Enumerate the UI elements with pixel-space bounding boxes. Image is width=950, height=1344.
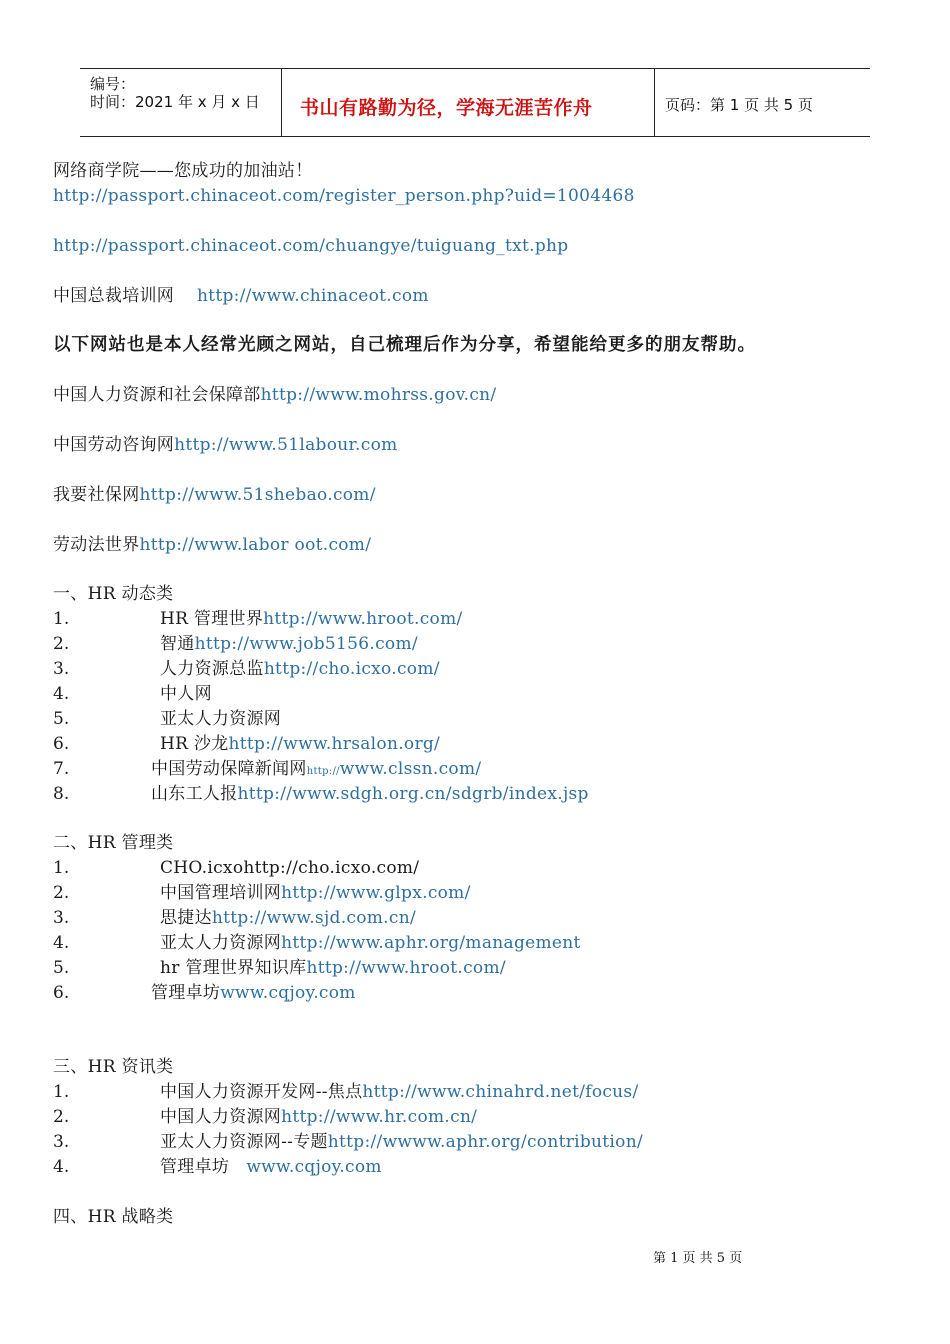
list-item (160, 957, 506, 979)
header-page-label: 页码：第 1 页 共 5 页 (665, 96, 813, 114)
site-link[interactable]: http://www.labor oot.com/ (139, 535, 372, 555)
item-link[interactable]: http://www.hroot.com/ (263, 609, 463, 629)
site-label: 中国劳动咨询网 (53, 435, 175, 455)
list-item (160, 733, 440, 755)
list-number: 6. (53, 983, 70, 1003)
bold-note: 以下网站也是本人经常光顾之网站，自己梳理后作为分享，希望能给更多的朋友帮助。 (53, 335, 756, 355)
item-link[interactable]: http://www.hrsalon.org/ (228, 734, 441, 754)
item-link[interactable]: http://www.chinahrd.net/focus/ (362, 1082, 639, 1102)
item-link[interactable]: http://www.job5156.com/ (194, 634, 418, 654)
item-link[interactable]: www.cqjoy.com (220, 983, 356, 1003)
site-link[interactable]: http://www.mohrss.gov.cn/ (260, 385, 497, 405)
list-item (160, 633, 418, 655)
document-time-label: 时间：2021 年 x 月 x 日 (90, 93, 260, 111)
register-link[interactable]: http://passport.chinaceot.com/register_person.php?uid=1004468 (53, 186, 635, 206)
header-left-cell (80, 69, 282, 136)
item-link[interactable]: http://www.sjd.com.cn/ (211, 908, 416, 928)
list-item (160, 857, 419, 879)
site-label: 中国人力资源和社会保障部 (53, 385, 261, 405)
site-link[interactable]: http://www.51labour.com (174, 435, 398, 455)
item-link-prefix[interactable]: http:// (306, 766, 340, 777)
promotion-link[interactable]: http://passport.chinaceot.com/chuangye/tuiguang_txt.php (53, 236, 569, 256)
item-label: hr 管理世界知识库 (160, 958, 307, 978)
list-item (160, 683, 212, 705)
list-item (160, 882, 471, 904)
list-number: 4. (53, 1157, 70, 1177)
item-link[interactable]: http://www.hr.com.cn/ (281, 1107, 478, 1127)
item-link[interactable]: http://wwww.aphr.org/contribution/ (327, 1132, 643, 1152)
list-number: 7. (53, 759, 70, 779)
item-label: 管理卓坊 (151, 983, 221, 1003)
item-link[interactable]: http://www.hroot.com/ (306, 958, 506, 978)
item-label: 亚太人力资源网 (160, 709, 282, 729)
list-number: 3. (53, 908, 70, 928)
header-center-cell (282, 69, 655, 136)
section-heading: 四、HR 战略类 (53, 1207, 174, 1227)
list-number: 6. (53, 734, 70, 754)
item-label: 亚太人力资源网 (160, 933, 282, 953)
item-label: 人力资源总监 (160, 659, 264, 679)
school-title: 网络商学院——您成功的加油站！ (53, 161, 313, 181)
item-label: 中国管理培训网 (160, 883, 282, 903)
item-link[interactable]: www.clssn.com/ (339, 759, 482, 779)
item-link[interactable]: www.cqjoy.com (246, 1157, 382, 1177)
section-heading: 三、HR 资讯类 (53, 1057, 174, 1077)
list-item (160, 932, 581, 954)
item-label: HR 管理世界 (160, 609, 264, 629)
item-link[interactable]: http://www.aphr.org/management (281, 933, 581, 953)
item-link[interactable]: http://www.glpx.com/ (281, 883, 471, 903)
page-footer: 第 1 页 共 5 页 (653, 1251, 743, 1266)
item-label: 思捷达 (160, 908, 212, 928)
list-number: 2. (53, 1107, 70, 1127)
list-number: 2. (53, 634, 70, 654)
site-link[interactable]: http://www.51shebao.com/ (139, 485, 376, 505)
item-label: 亚太人力资源网--专题 (160, 1132, 328, 1152)
site-line (53, 384, 496, 406)
list-item (160, 1106, 477, 1128)
ceo-training-label: 中国总裁培训网 (53, 286, 175, 306)
section-heading: 二、HR 管理类 (53, 833, 174, 853)
list-item (151, 982, 356, 1004)
item-label: HR 沙龙 (160, 734, 229, 754)
list-number: 3. (53, 659, 70, 679)
site-line (53, 534, 371, 556)
list-number: 1. (53, 1082, 70, 1102)
header-right-cell (655, 69, 870, 136)
item-label: 山东工人报 (151, 784, 238, 804)
list-item (160, 658, 440, 680)
document-header (80, 68, 870, 137)
item-link[interactable]: http://cho.icxo.com/ (263, 659, 440, 679)
list-item (160, 1131, 643, 1153)
ceo-training-line (53, 285, 429, 307)
site-label: 我要社保网 (53, 485, 140, 505)
list-item (160, 608, 463, 630)
list-number: 4. (53, 933, 70, 953)
list-number: 1. (53, 609, 70, 629)
list-number: 8. (53, 784, 70, 804)
item-label: 中国劳动保障新闻网 (151, 759, 307, 779)
list-item (160, 1156, 382, 1178)
site-line (53, 484, 376, 506)
site-line (53, 434, 398, 456)
document-code-label: 编号： (90, 75, 136, 93)
item-label: 中国人力资源开发网--焦点 (160, 1082, 363, 1102)
list-number: 5. (53, 958, 70, 978)
list-item (151, 783, 589, 805)
list-item (160, 708, 281, 730)
header-motto: 书山有路勤为径，学海无涯苦作舟 (300, 97, 593, 119)
item-label: 中人网 (160, 684, 212, 704)
list-number: 1. (53, 858, 70, 878)
section-heading: 一、HR 动态类 (53, 584, 174, 604)
item-link[interactable]: http://www.sdgh.org.cn/sdgrb/index.jsp (237, 784, 589, 804)
list-number: 3. (53, 1132, 70, 1152)
item-label: 中国人力资源网 (160, 1107, 282, 1127)
site-label: 劳动法世界 (53, 535, 140, 555)
item-label: CHO.icxohttp://cho.icxo.com/ (160, 858, 420, 878)
list-number: 4. (53, 684, 70, 704)
list-number: 2. (53, 883, 70, 903)
item-label: 智通 (160, 634, 195, 654)
list-number: 5. (53, 709, 70, 729)
list-item (160, 1081, 638, 1103)
ceo-training-link[interactable]: http://www.chinaceot.com (196, 286, 429, 306)
list-item (151, 758, 481, 783)
item-label: 管理卓坊 (160, 1157, 230, 1177)
list-item (160, 907, 416, 929)
